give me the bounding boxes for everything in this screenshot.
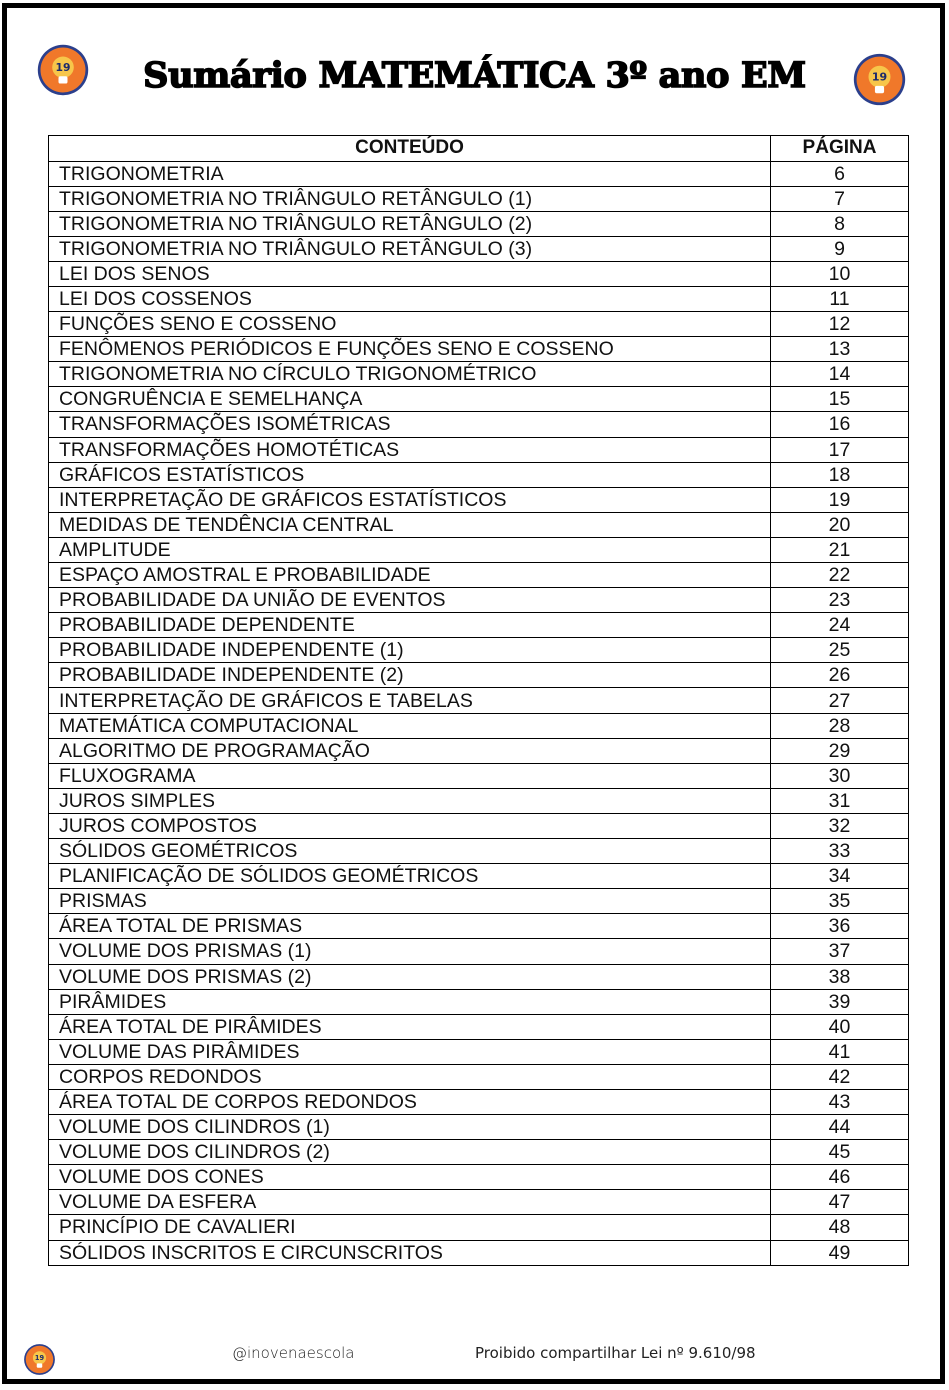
table-row (49, 688, 909, 713)
row-page-number: 28 (771, 713, 909, 738)
table-row (49, 1014, 909, 1039)
row-content: PROBABILIDADE INDEPENDENTE (2) (49, 663, 771, 688)
row-page-number: 36 (771, 914, 909, 939)
table-row (49, 588, 909, 613)
row-page-number: 31 (771, 788, 909, 813)
table-row (49, 1190, 909, 1215)
row-page-number: 21 (771, 537, 909, 562)
table-row (49, 713, 909, 738)
table-row (49, 387, 909, 412)
table-row (49, 964, 909, 989)
table-row (49, 1089, 909, 1114)
row-content: JUROS COMPOSTOS (49, 813, 771, 838)
table-row (49, 487, 909, 512)
table-row (49, 1064, 909, 1089)
table-row (49, 261, 909, 286)
table-row (49, 1240, 909, 1265)
table-row (49, 1215, 909, 1240)
row-page-number: 20 (771, 512, 909, 537)
svg-text:19: 19 (34, 1354, 45, 1363)
row-content: ESPAÇO AMOSTRAL E PROBABILIDADE (49, 563, 771, 588)
row-page-number: 9 (771, 236, 909, 261)
row-content: ÁREA TOTAL DE CORPOS REDONDOS (49, 1089, 771, 1114)
table-row (49, 1165, 909, 1190)
row-page-number: 38 (771, 964, 909, 989)
table-row (49, 462, 909, 487)
table-row (49, 638, 909, 663)
row-content: PIRÂMIDES (49, 989, 771, 1014)
row-content: PRINCÍPIO DE CAVALIERI (49, 1215, 771, 1240)
table-row (49, 236, 909, 261)
row-content: VOLUME DOS PRISMAS (1) (49, 939, 771, 964)
row-content: GRÁFICOS ESTATÍSTICOS (49, 462, 771, 487)
row-content: VOLUME DA ESFERA (49, 1190, 771, 1215)
row-page-number: 22 (771, 563, 909, 588)
row-page-number: 6 (771, 161, 909, 186)
table-row (49, 989, 909, 1014)
table-row (49, 412, 909, 437)
table-row (49, 161, 909, 186)
row-content: PLANIFICAÇÃO DE SÓLIDOS GEOMÉTRICOS (49, 864, 771, 889)
table-row (49, 512, 909, 537)
row-page-number: 39 (771, 989, 909, 1014)
row-page-number: 26 (771, 663, 909, 688)
lightbulb-logo-icon (852, 52, 907, 107)
row-content: INTERPRETAÇÃO DE GRÁFICOS E TABELAS (49, 688, 771, 713)
footer-legal-notice: Proibido compartilhar Lei nº 9.610/98 (475, 1344, 756, 1362)
row-content: VOLUME DAS PIRÂMIDES (49, 1039, 771, 1064)
row-content: PROBABILIDADE DA UNIÃO DE EVENTOS (49, 588, 771, 613)
row-content: TRIGONOMETRIA NO TRIÂNGULO RETÂNGULO (1) (49, 186, 771, 211)
row-page-number: 12 (771, 312, 909, 337)
logo-footer (23, 1343, 56, 1376)
row-page-number: 40 (771, 1014, 909, 1039)
row-content: SÓLIDOS INSCRITOS E CIRCUNSCRITOS (49, 1240, 771, 1265)
row-content: VOLUME DOS CILINDROS (1) (49, 1115, 771, 1140)
row-content: CONGRUÊNCIA E SEMELHANÇA (49, 387, 771, 412)
footer-handle: @inovenaescola (232, 1344, 355, 1362)
row-page-number: 27 (771, 688, 909, 713)
table-row (49, 563, 909, 588)
table-row (49, 1039, 909, 1064)
row-page-number: 43 (771, 1089, 909, 1114)
row-content: PROBABILIDADE DEPENDENTE (49, 613, 771, 638)
row-content: VOLUME DOS CONES (49, 1165, 771, 1190)
row-content: FLUXOGRAMA (49, 763, 771, 788)
row-page-number: 23 (771, 588, 909, 613)
table-row (49, 186, 909, 211)
table-row (49, 211, 909, 236)
svg-text:19: 19 (871, 70, 888, 84)
row-page-number: 10 (771, 261, 909, 286)
table-row (49, 788, 909, 813)
row-page-number: 13 (771, 337, 909, 362)
row-page-number: 7 (771, 186, 909, 211)
row-page-number: 37 (771, 939, 909, 964)
row-content: PROBABILIDADE INDEPENDENTE (1) (49, 638, 771, 663)
row-page-number: 44 (771, 1115, 909, 1140)
table-row (49, 738, 909, 763)
row-page-number: 47 (771, 1190, 909, 1215)
contents-table (48, 135, 909, 1266)
table-body (49, 161, 909, 1265)
row-content: MATEMÁTICA COMPUTACIONAL (49, 713, 771, 738)
row-page-number: 18 (771, 462, 909, 487)
table-row (49, 1115, 909, 1140)
row-content: INTERPRETAÇÃO DE GRÁFICOS ESTATÍSTICOS (49, 487, 771, 512)
table-row (49, 864, 909, 889)
table-row (49, 1140, 909, 1165)
table-row (49, 839, 909, 864)
row-content: TRIGONOMETRIA NO TRIÂNGULO RETÂNGULO (3) (49, 236, 771, 261)
row-page-number: 30 (771, 763, 909, 788)
row-page-number: 49 (771, 1240, 909, 1265)
row-page-number: 25 (771, 638, 909, 663)
row-content: TRIGONOMETRIA NO CÍRCULO TRIGONOMÉTRICO (49, 362, 771, 387)
table-row (49, 813, 909, 838)
row-page-number: 17 (771, 437, 909, 462)
row-content: FENÔMENOS PERIÓDICOS E FUNÇÕES SENO E COSSENO (49, 337, 771, 362)
table-row (49, 914, 909, 939)
row-page-number: 33 (771, 839, 909, 864)
row-page-number: 35 (771, 889, 909, 914)
table-row (49, 763, 909, 788)
row-page-number: 14 (771, 362, 909, 387)
row-page-number: 34 (771, 864, 909, 889)
row-content: VOLUME DOS PRISMAS (2) (49, 964, 771, 989)
row-page-number: 32 (771, 813, 909, 838)
table-row (49, 312, 909, 337)
row-content: AMPLITUDE (49, 537, 771, 562)
row-page-number: 11 (771, 286, 909, 311)
row-content: FUNÇÕES SENO E COSSENO (49, 312, 771, 337)
row-content: TRANSFORMAÇÕES HOMOTÉTICAS (49, 437, 771, 462)
row-content: CORPOS REDONDOS (49, 1064, 771, 1089)
column-header-page: PÁGINA (771, 136, 909, 162)
row-page-number: 42 (771, 1064, 909, 1089)
row-page-number: 48 (771, 1215, 909, 1240)
row-content: LEI DOS SENOS (49, 261, 771, 286)
column-header-content: CONTEÚDO (49, 136, 771, 162)
row-content: TRIGONOMETRIA NO TRIÂNGULO RETÂNGULO (2) (49, 211, 771, 236)
row-page-number: 29 (771, 738, 909, 763)
row-page-number: 46 (771, 1165, 909, 1190)
table-row (49, 939, 909, 964)
table-header-row (49, 136, 909, 162)
row-page-number: 15 (771, 387, 909, 412)
page-title: Sumário MATEMÁTICA 3º ano EM (143, 55, 806, 96)
row-content: LEI DOS COSSENOS (49, 286, 771, 311)
table-row (49, 663, 909, 688)
row-content: JUROS SIMPLES (49, 788, 771, 813)
row-content: TRIGONOMETRIA (49, 161, 771, 186)
row-content: TRANSFORMAÇÕES ISOMÉTRICAS (49, 412, 771, 437)
svg-text:19: 19 (55, 60, 71, 74)
row-content: ALGORITMO DE PROGRAMAÇÃO (49, 738, 771, 763)
table-row (49, 889, 909, 914)
row-page-number: 24 (771, 613, 909, 638)
row-page-number: 41 (771, 1039, 909, 1064)
row-content: ÁREA TOTAL DE PIRÂMIDES (49, 1014, 771, 1039)
table-row (49, 337, 909, 362)
row-page-number: 8 (771, 211, 909, 236)
row-content: VOLUME DOS CILINDROS (2) (49, 1140, 771, 1165)
row-page-number: 16 (771, 412, 909, 437)
row-content: MEDIDAS DE TENDÊNCIA CENTRAL (49, 512, 771, 537)
table-row (49, 362, 909, 387)
logo-right (852, 52, 907, 107)
lightbulb-logo-icon (23, 1343, 56, 1376)
row-page-number: 45 (771, 1140, 909, 1165)
table-row (49, 437, 909, 462)
table-row (49, 286, 909, 311)
row-content: PRISMAS (49, 889, 771, 914)
table-row (49, 613, 909, 638)
row-content: SÓLIDOS GEOMÉTRICOS (49, 839, 771, 864)
table-row (49, 537, 909, 562)
row-content: ÁREA TOTAL DE PRISMAS (49, 914, 771, 939)
row-page-number: 19 (771, 487, 909, 512)
